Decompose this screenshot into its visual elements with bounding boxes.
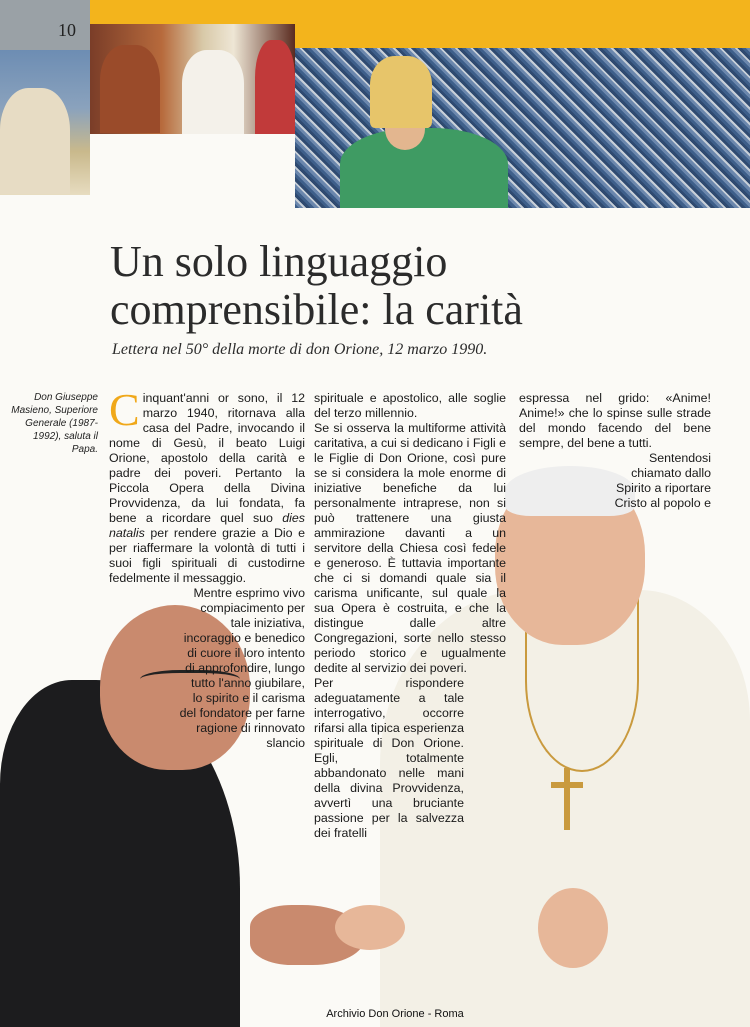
text-run: inquant'anni or sono, il 12 marzo 1940, ritornava alla casa del Padre, invocando il nome di Gesù, il beato Luigi Orione, apostolo della carità e padre dei poveri. Pertanto la Piccola Opera della Divina Provvidenza, da lui fondata, fa bene a ricordare quel suo bbox=[109, 391, 305, 525]
title-line-2: comprensibile: la carità bbox=[110, 285, 523, 334]
title-line-1: Un solo linguaggio bbox=[110, 237, 448, 286]
photo-pope-robe bbox=[340, 128, 508, 208]
text-column-1 bbox=[109, 384, 305, 751]
paragraph bbox=[109, 384, 305, 586]
article-subtitle: Lettera nel 50° della morte di don Orione, 12 marzo 1990. bbox=[112, 341, 488, 358]
photo-figure bbox=[0, 88, 70, 194]
footer-credit bbox=[0, 1008, 750, 1020]
photo-handshake-right bbox=[335, 905, 405, 950]
text-run: per rendere grazie a Dio e per riaffermare la volontà di tutti i suoi figli spirituali di custodirne fedelmente il messaggio. bbox=[109, 526, 305, 585]
paragraph-wrapped: Sentendosi chiamato dallo Spirito a riportare Cristo al popolo e bbox=[614, 451, 711, 510]
text-column-2 bbox=[314, 391, 506, 841]
article-title bbox=[110, 238, 670, 334]
paragraph: Se si osserva la multiforme attività caritativa, a cui si dedicano i Figli e le Figlie di Don Orione, così pure se si considera la mole enorme di iniziative benefiche da lui personalmente intraprese, non si può trattenere una giusta ammirazione davanti a un servitore della Chiesa così fedele e generoso. È tuttavia importante che ci si domandi quale sia il carisma unificante, sul quale la sua Opera è costruita, e che la distingue dalle altre Congregazioni, sorte nello stesso periodo storico e ugualmente dedite al servizio dei poveri. bbox=[314, 421, 506, 675]
paragraph-wrapped: Mentre esprimo vivo compiacimento per tale iniziativa, incoraggio e benedico di cuore il loro intento di approfondire, lungo tutto l'anno giubilare, lo spirito e il carisma del fondatore per farne ragione di rinnovato slancio bbox=[179, 586, 305, 750]
text-column-3 bbox=[519, 391, 711, 511]
photo-mitre bbox=[370, 56, 432, 128]
paragraph: espressa nel grido: «Anime! Anime!» che lo spinse sulle strade del mondo facendo del bene sempre, del bene a tutti. bbox=[519, 391, 711, 450]
photo-figure bbox=[182, 50, 244, 134]
drop-cap: C bbox=[109, 384, 140, 435]
page-number-tab bbox=[0, 0, 90, 50]
photo-caption: Don Giuseppe Masieno, Superiore Generale (1987-1992), saluta il Papa. bbox=[11, 392, 98, 455]
paragraph: spirituale e apostolico, alle soglie del terzo millennio. bbox=[314, 391, 506, 420]
paragraph: Per rispondere adeguatamente a tale interrogativo, occorre rifarsi alla tipica esperienza spirituale di Don Orione. Egli, totalmente abbandonato nelle mani della divina Provvidenza, avvertì una bruciante passione per la salvezza dei fratelli bbox=[314, 676, 464, 840]
photo-figure bbox=[100, 45, 160, 133]
footer-text: Archivio Don Orione - Roma bbox=[326, 1008, 464, 1020]
photo-pope-hand bbox=[538, 888, 608, 968]
page-number: 10 bbox=[58, 20, 76, 40]
italic-text: dies natalis bbox=[109, 511, 305, 540]
photo-figure bbox=[255, 40, 295, 134]
pectoral-cross-icon bbox=[551, 768, 583, 830]
accent-bar bbox=[90, 0, 750, 24]
accent-bar-right bbox=[295, 24, 750, 48]
